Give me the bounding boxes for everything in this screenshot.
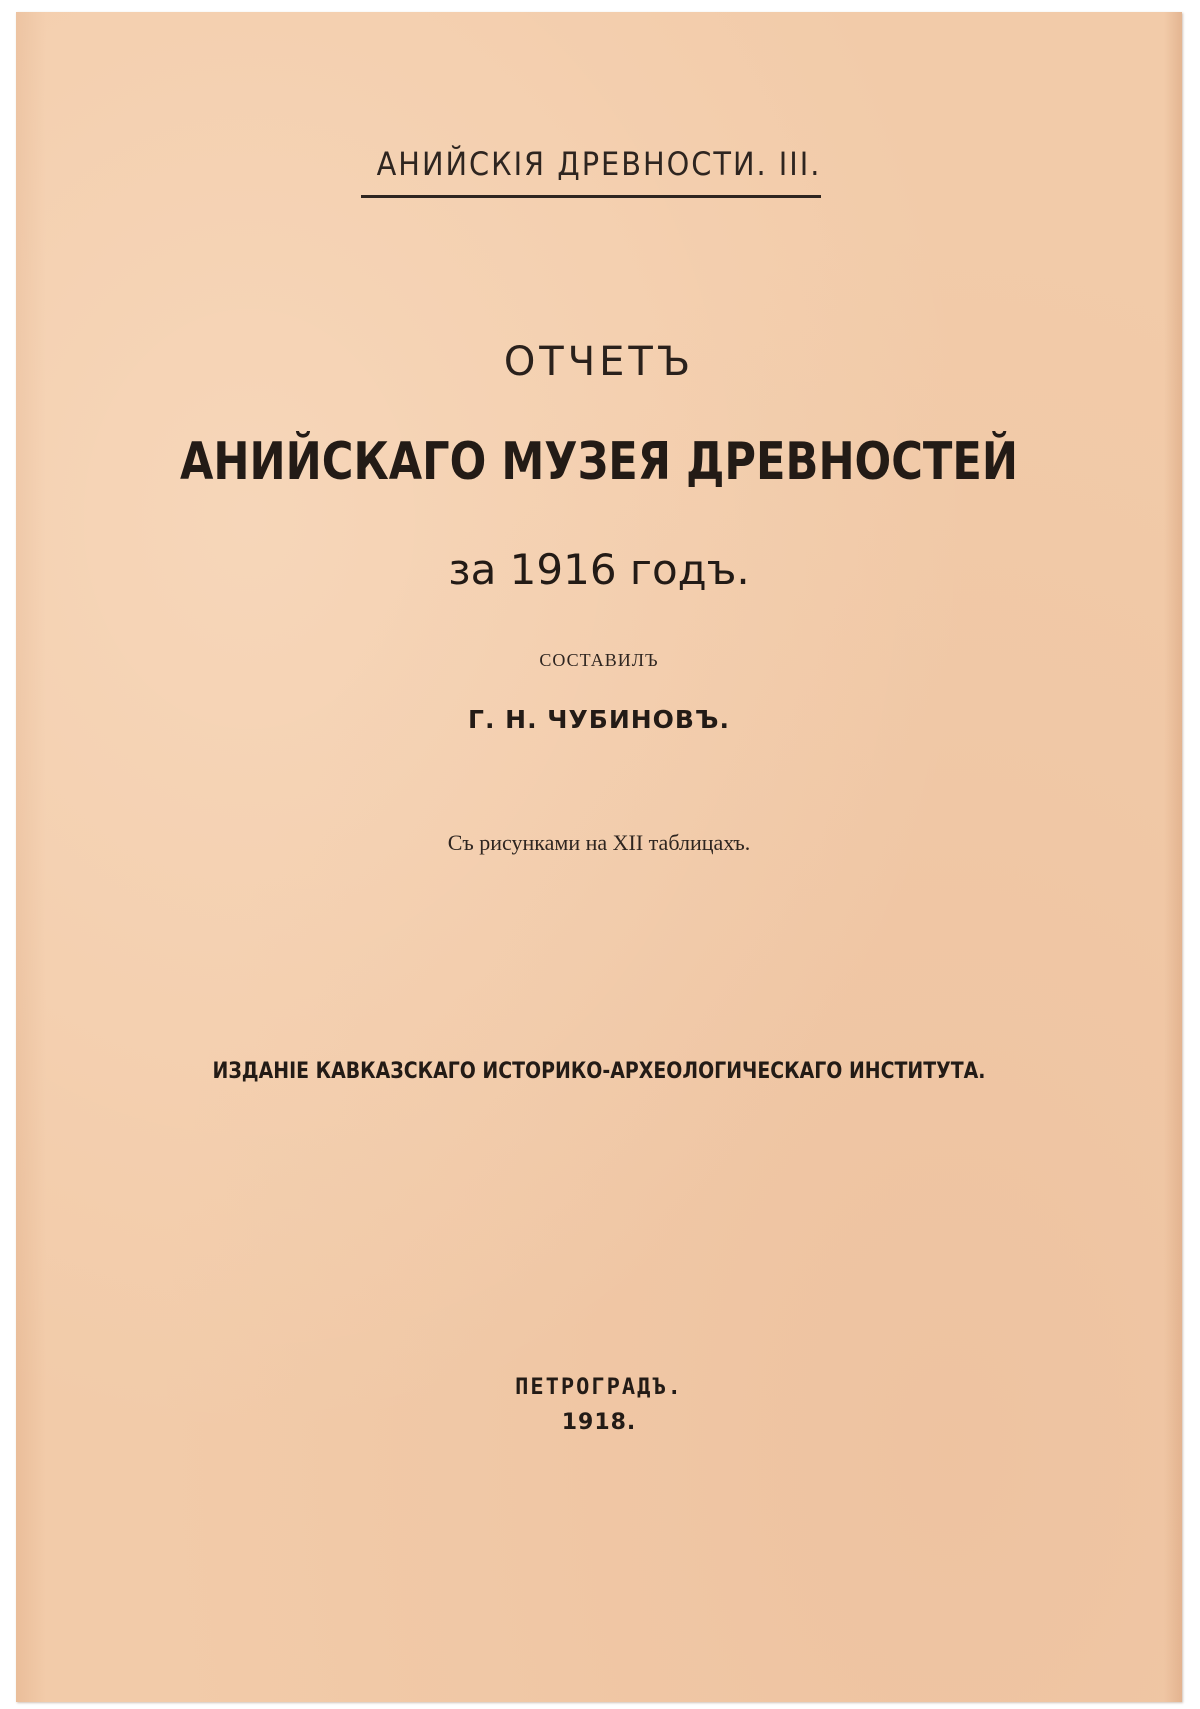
publisher-line: ИЗДАНIЕ КАВКАЗСКАГО ИСТОРИКО-АРХЕОЛОГИЧЕСКАГО ИНСТИТУТА. [212, 1059, 986, 1084]
series-underline [361, 195, 821, 198]
series-title: АНИЙСКIЯ ДРЕВНОСТИ. III. [376, 145, 822, 183]
publication-year: 1918. [561, 1410, 637, 1435]
report-heading: ОТЧЕТЪ [503, 339, 695, 385]
illustrations-note: Съ рисунками на XII таблицахъ. [447, 830, 751, 855]
report-year-line: за 1916 годъ. [448, 545, 750, 594]
publication-city: ПЕТРОГРАДЪ. [515, 1375, 683, 1400]
author-name: Г. Н. ЧУБИНОВЪ. [468, 705, 730, 734]
main-title: АНИЙСКАГО МУЗЕЯ ДРЕВНОСТЕЙ [180, 432, 1018, 492]
compiled-by-label: СОСТАВИЛЪ [539, 650, 659, 670]
book-cover [16, 12, 1182, 1702]
